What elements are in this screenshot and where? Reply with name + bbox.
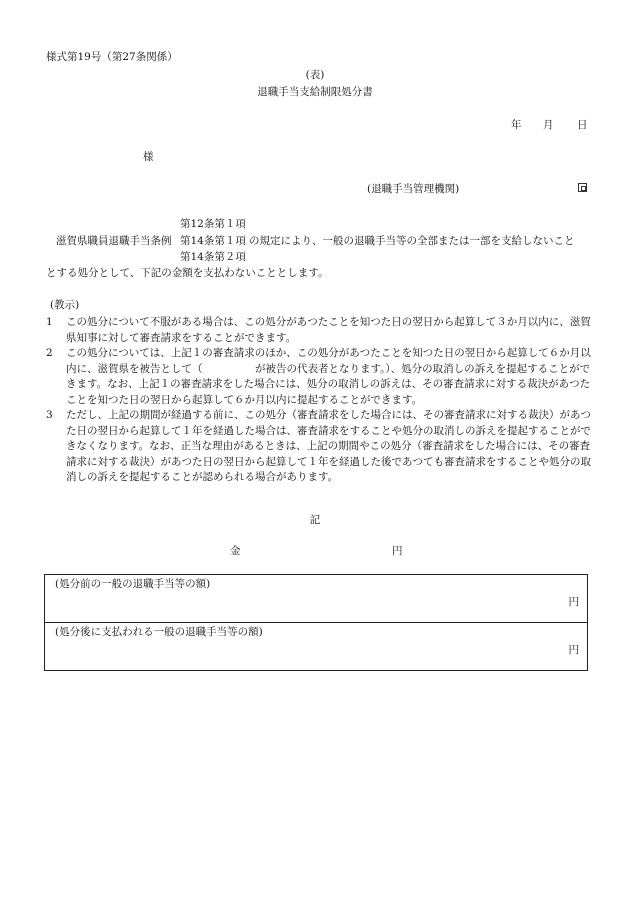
- instruction-text: ただし、上記の期間が経過する前に、この処分（審査請求をした場合には、その審査請求に対する裁決）があつた日の翌日から起算して１年を経過した場合は、審査請求をすることや処分の取消しの訴えを提起することができなくなります。なお、正当な理由があるときは、上記の期間やこの処分（審査請求をした場合には、その審査請求に対する裁決）があつた日の翌日から起算して１年を経過した後であつても審査請求をすることや処分の取消しの訴えを提起することが認められる場合があります。: [66, 409, 591, 483]
- amount-unit: 円: [392, 545, 403, 557]
- statute-law-name: 滋賀県職員退職手当条例: [56, 235, 172, 247]
- form-number: 様式第19号（第27条関係）: [46, 51, 178, 63]
- instruction-item: [46, 346, 592, 408]
- statute-text-after: の規定により、一般の退職手当等の全部または一部を支給しないこと: [249, 235, 575, 247]
- statute-article-option-2: 第14条第１項: [180, 235, 246, 247]
- amount-table: [44, 574, 588, 671]
- instruction-number: 1: [46, 316, 53, 328]
- table-row-unit: 円: [568, 596, 579, 608]
- table-row-unit: 円: [568, 644, 579, 656]
- instructions-heading: (教示): [50, 299, 80, 311]
- side-label: (表): [305, 69, 325, 81]
- instruction-item: [46, 315, 592, 346]
- instruction-number: 3: [46, 409, 53, 421]
- document-title: 退職手当支給制限処分書: [257, 86, 373, 98]
- instruction-item: [46, 408, 592, 486]
- instructions-list: [46, 315, 592, 486]
- table-row: [45, 575, 587, 622]
- statute-article-option-1: 第12条第１項: [180, 218, 246, 230]
- statute-continuation: とする処分として、下記の金額を支払わないこととします。: [46, 267, 329, 279]
- table-row: [45, 622, 587, 670]
- table-row-label: (処分後に支払われる一般の退職手当等の額): [55, 626, 263, 638]
- seal-mark-icon: [578, 183, 587, 192]
- statute-article-option-3: 第14条第２項: [180, 251, 246, 263]
- recipient-suffix: 様: [143, 151, 154, 163]
- date-day: 日: [577, 119, 588, 131]
- table-row-label: (処分前の一般の退職手当等の額): [55, 578, 211, 590]
- amount-label: 金: [230, 545, 241, 557]
- date-year: 年: [511, 119, 522, 131]
- instruction-text: この処分については、上記１の審査請求のほか、この処分があつたことを知つた日の翌日から起算して６か月以内に、滋賀県を被告として（ が被告の代表者となります。）、処分の取消しの訴えを提起することができます。なお、上記１の審査請求をした場合には、処分の取消しの訴えは、その審査請求に対する裁決があつたことを知つた日の翌日から起算して６か月以内に提起することができます。: [66, 347, 591, 406]
- instruction-text: この処分について不服がある場合は、この処分があつたことを知つた日の翌日から起算して３か月以内に、滋賀県知事に対して審査請求をすることができます。: [66, 316, 591, 344]
- issuer-label: (退職手当管理機関): [367, 183, 460, 195]
- date-month: 月: [543, 119, 554, 131]
- instruction-number: 2: [46, 347, 53, 359]
- ki-heading: 記: [309, 514, 321, 526]
